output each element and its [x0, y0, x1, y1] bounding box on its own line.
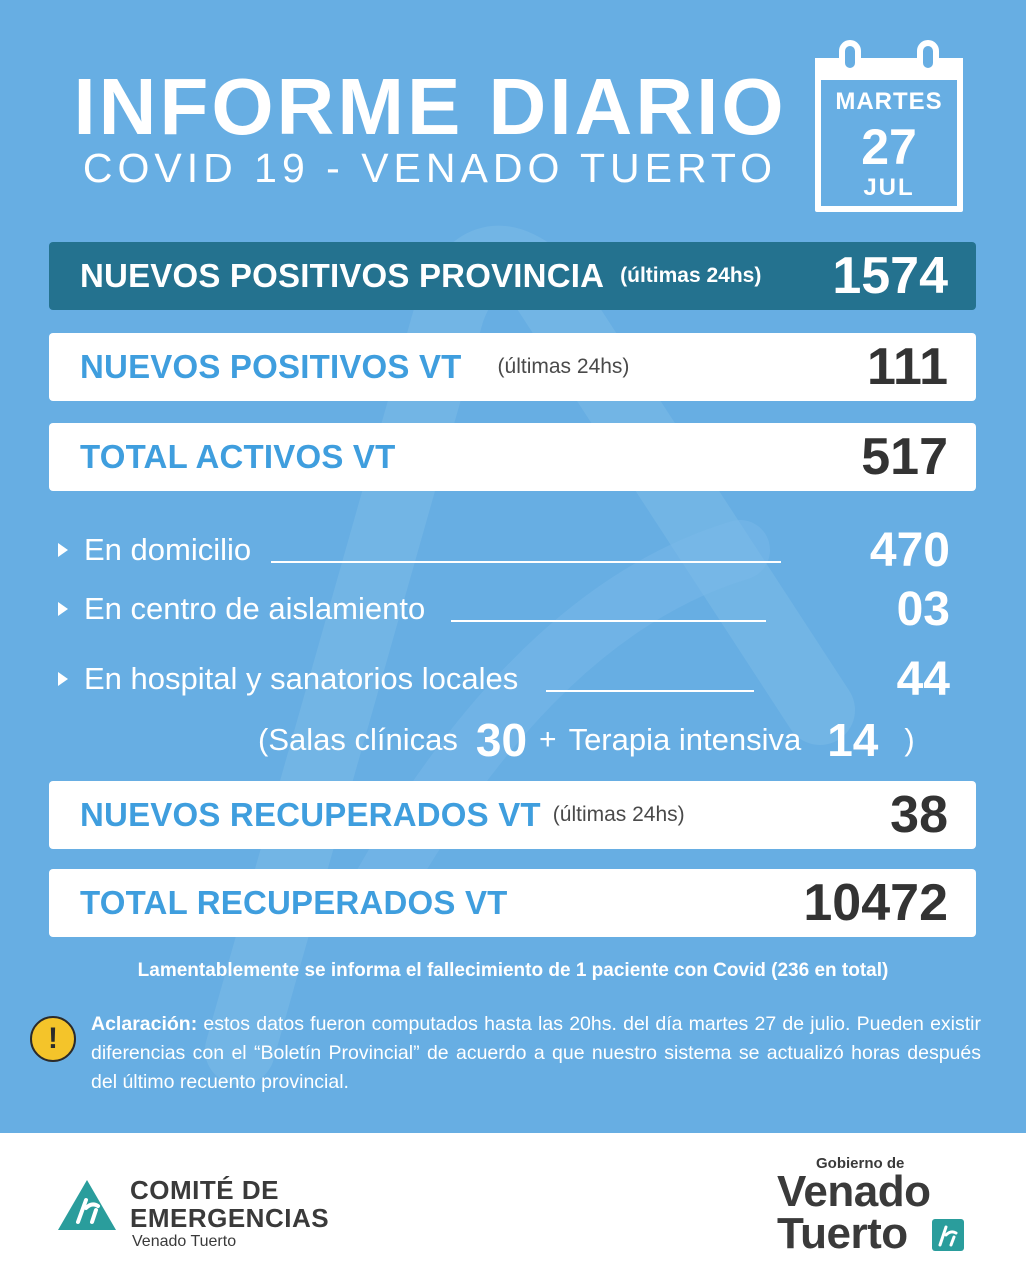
paren-close: ) — [904, 722, 915, 757]
paren-open: ( — [258, 722, 269, 757]
row-total-activos-vt — [49, 423, 976, 491]
calendar-day: 27 — [861, 119, 917, 175]
detail-en-centro-de-aislamiento — [58, 584, 950, 634]
disclaimer-lead: Aclaración: — [91, 1013, 198, 1035]
row-label: NUEVOS RECUPERADOS VT — [80, 796, 541, 833]
terapia-intensiva-value: 14 — [827, 714, 879, 766]
background-logo-watermark — [120, 190, 920, 1090]
comite-title-line1: COMITÉ DE — [130, 1175, 279, 1205]
comite-subtitle: Venado Tuerto — [132, 1233, 237, 1250]
bullet-icon — [58, 672, 68, 686]
gobierno-label: Gobierno de — [816, 1155, 905, 1172]
row-nuevos-recuperados-vt — [49, 781, 976, 849]
detail-value: 470 — [869, 523, 950, 577]
calendar-icon — [815, 38, 963, 214]
hospital-breakdown — [258, 714, 988, 766]
leader-line — [451, 620, 766, 622]
tuerto-wordmark: Tuerto — [777, 1209, 908, 1258]
row-label: NUEVOS POSITIVOS PROVINCIA — [80, 257, 605, 294]
detail-value: 44 — [896, 652, 950, 706]
page-title: INFORME DIARIO — [73, 62, 787, 151]
detail-value: 03 — [896, 582, 950, 636]
row-total-recuperados-vt — [49, 869, 976, 937]
plus-sign: + — [539, 723, 557, 756]
detail-label: En domicilio — [84, 532, 252, 567]
bullet-icon — [58, 602, 68, 616]
warning-icon: ! — [30, 1016, 76, 1062]
row-value: 517 — [861, 428, 948, 486]
venado-tuerto-logo-icon — [932, 1219, 964, 1251]
comite-emergencias-logo-icon — [56, 1178, 118, 1232]
row-note: (últimas 24hs) — [552, 803, 685, 826]
footer — [0, 1133, 1026, 1280]
leader-line — [546, 690, 754, 692]
row-note: (últimas 24hs) — [620, 264, 762, 287]
calendar-header-bar — [815, 58, 963, 80]
calendar-ring-right — [917, 40, 939, 74]
page-subtitle: COVID 19 - VENADO TUERTO — [82, 145, 778, 191]
venado-wordmark: Venado — [777, 1167, 931, 1216]
calendar-weekday: MARTES — [835, 88, 943, 115]
row-label: TOTAL RECUPERADOS VT — [80, 884, 508, 921]
salas-clinicas-label: Salas clínicas — [268, 722, 458, 757]
comite-title-line2: EMERGENCIAS — [130, 1203, 330, 1233]
detail-en-domicilio — [58, 525, 950, 575]
row-label: TOTAL ACTIVOS VT — [80, 438, 396, 475]
death-notice: Lamentablemente se informa el fallecimiento de 1 paciente con Covid (236 en total) — [137, 960, 889, 981]
row-note: (últimas 24hs) — [497, 355, 630, 378]
detail-en-hospital — [58, 654, 950, 704]
calendar-ring-left — [839, 40, 861, 74]
disclaimer-text — [91, 1010, 981, 1097]
row-nuevos-positivos-vt — [49, 333, 976, 401]
salas-clinicas-value: 30 — [475, 714, 528, 766]
disclaimer-body: estos datos fueron computados hasta las 20hs. del día martes 27 de julio. Pueden existir diferencias con el “Boletín Provincial” de acuerdo a que nuestro sistema se actualizó horas después del último recuento provincial. — [91, 1013, 981, 1093]
detail-label: En hospital y sanatorios locales — [84, 661, 519, 696]
row-value: 1574 — [832, 247, 948, 305]
detail-label: En centro de aislamiento — [84, 591, 426, 626]
row-value: 10472 — [803, 874, 948, 932]
row-label: NUEVOS POSITIVOS VT — [80, 348, 462, 385]
row-value: 111 — [866, 338, 948, 396]
leader-line — [271, 561, 781, 563]
row-nuevos-positivos-provincia — [49, 242, 976, 310]
terapia-intensiva-label: Terapia intensiva — [568, 722, 802, 757]
bullet-icon — [58, 543, 68, 557]
calendar-month: JUL — [863, 174, 915, 201]
row-value: 38 — [890, 786, 948, 844]
